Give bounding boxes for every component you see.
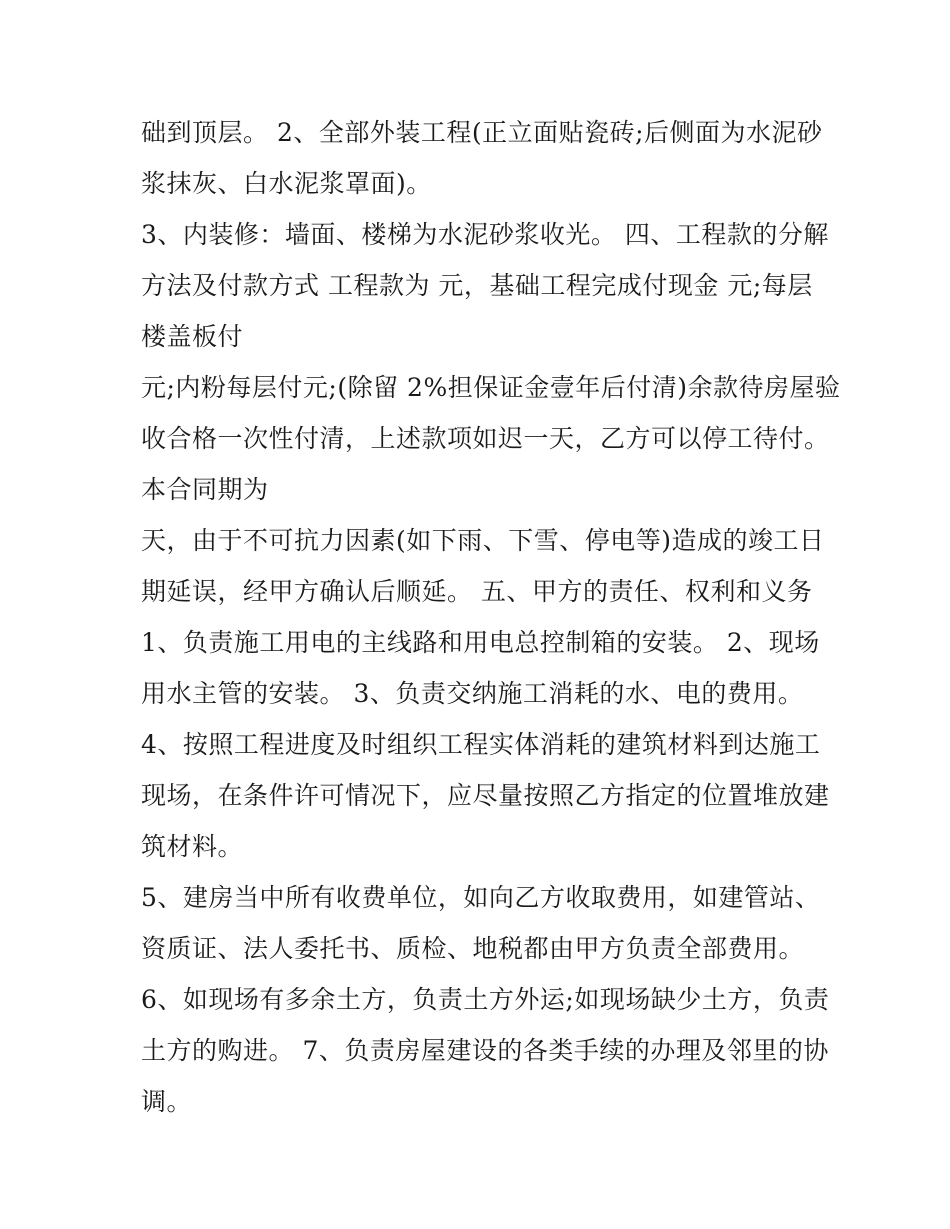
text-line: 3、内装修：墙面、楼梯为水泥砂浆收光。 四、工程款的分解: [141, 220, 829, 249]
text-line: 6、如现场有多余土方，负责土方外运;如现场缺少土方，负责: [141, 985, 830, 1014]
text-line: 5、建房当中所有收费单位，如向乙方收取费用，如建管站、: [141, 883, 821, 912]
text-line: 现场，在条件许可情况下，应尽量按照乙方指定的位置堆放建: [141, 781, 830, 810]
text-line: 天，由于不可抗力因素(如下雨、下雪、停电等)造成的竣工日: [141, 526, 825, 555]
text-line: 楼盖板付: [141, 322, 244, 351]
text-line: 期延误，经甲方确认后顺延。 五、甲方的责任、权利和义务: [141, 577, 813, 606]
text-line: 1、负责施工用电的主线路和用电总控制箱的安装。 2、现场: [141, 628, 820, 657]
contract-text-body: [141, 107, 841, 1127]
text-line: 调。: [141, 1087, 193, 1116]
text-line: 用水主管的安装。 3、负责交纳施工消耗的水、电的费用。: [141, 679, 804, 708]
text-line: 资质证、法人委托书、质检、地税都由甲方负责全部费用。: [141, 934, 805, 963]
text-line: 4、按照工程进度及时组织工程实体消耗的建筑材料到达施工: [141, 730, 821, 759]
text-line: 收合格一次性付清，上述款项如迟一天，乙方可以停工待付。: [141, 424, 830, 453]
text-line: 本合同期为: [141, 475, 269, 504]
text-line: 方法及付款方式 工程款为 元，基础工程完成付现金 元;每层: [141, 271, 813, 300]
text-line: 土方的购进。 7、负责房屋建设的各类手续的办理及邻里的协: [141, 1036, 829, 1065]
text-line: 础到顶层。 2、全部外装工程(正立面贴瓷砖;后侧面为水泥砂: [141, 118, 823, 147]
text-line: 浆抹灰、白水泥浆罩面)。: [141, 169, 432, 198]
text-line: 元;内粉每层付元;(除留 2%担保证金壹年后付清)余款待房屋验: [141, 373, 841, 402]
text-line: 筑材料。: [141, 832, 244, 861]
